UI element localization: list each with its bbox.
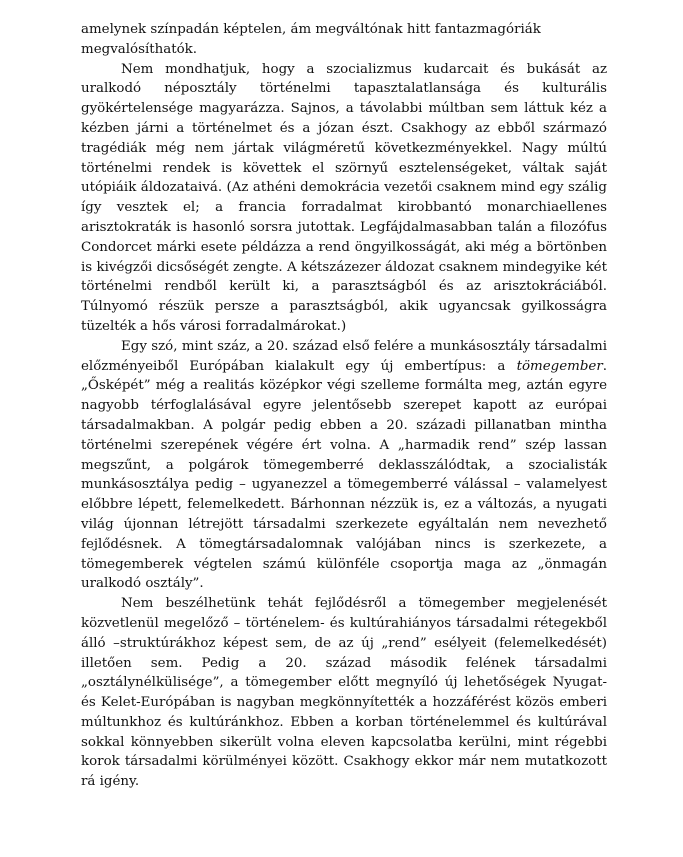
paragraph-4-text: Nem beszélhetünk tehát fejlődésről a tömegember megjelenését közvetlenül megelőző – történelem- és kultúrahiányos társadalmi rétegekből álló –struktúrákhoz képest sem, de az új „rend” esélyeit (felemelkedését) illetően sem. Pedig a 20. század második felének társadalmi „osztálynélkülisége”, a tömegember előtt megnyíló új lehetőségek Nyugat- és Kelet-Európában is nagyban megkönnyítették a hozzáférést közös emberi múltunkhoz és kultúránkhoz. Ebben a korban történelemmel és kultúrával sokkal könnyebben sikerült volna eleven kapcsolatba kerülni, mint régebbi korok társadalmi körülményei között. Csakhogy ekkor már nem mutatkozott rá igény. bbox=[81, 596, 607, 790]
paragraph-3-italic-term: tömegember bbox=[516, 358, 603, 374]
document-page bbox=[81, 20, 607, 792]
paragraph-3-text-start: Egy szó, mint száz, a 20. század első felére a munkásosztály társadalmi előzményeiből Európában kialakult egy új embertípus: a bbox=[81, 338, 607, 374]
paragraph-2-text: Nem mondhatjuk, hogy a szocializmus kudarcait és bukását az uralkodó néposztály történelmi tapasztalatlansága és kulturális gyökértelensége magyarázza. Sajnos, a távolabbi múltban sem láttuk kéz a kézben járni a történelmet és a józan észt. Csakhogy az ebből származó tragédiák még nem jártak világméretű következményekkel. Nagy múltú történelmi rendek is követtek el szörnyű esztelenségeket, váltak saját utópiáik áldozataivá. (Az athéni demokrácia vezetői csaknem mind egy szálig így vesztek el; a francia forradalmat kirobbantó monarchiaellenes arisztokraták is hasonló sorsra jutottak. Legfájdalmasabban talán a filozófus Condorcet márki esete példázza a rend öngyilkosságát, aki még a börtönben is kivégzői dicsőségét zengte. A kétszázezer áldozat csaknem mindegyike két történelmi rendből került ki, a parasztságból és az arisztokráciából. Túlnyomó részük persze a parasztságból, akik ugyancsak gyilkosságra tüzelték a hős városi forradalmárokat.) bbox=[81, 61, 607, 334]
paragraph-1-text: amelynek színpadán képtelen, ám megváltónak hitt fantazmagóriák megvalósíthatók. bbox=[81, 22, 541, 57]
paragraph-3-text-end: . „Ősképét” még a realitás középkor végi szelleme formálta meg, aztán egyre nagyobb térfoglalásával egyre jelentősebb szerepet kapott az európai társadalmakban. A polgár pedig ebben a 20. századi pillanatban mintha történelmi szerepének végére ért volna. A „harmadik rend” szép lassan megszűnt, a polgárok tömegemberré deklasszálódtak, a szocialisták munkásosztálya pedig – ugyanezzel a tömegemberré válással – valamelyest előbbre lépett, felemelkedett. Bárhonnan nézzük is, ez a változás, a nyugati világ újonnan létrejött társadalmi szerkezete egyáltalán nem nevezhető fejlődésnek. A tömegtársadalomnak valójában nincs is szerkezete, a tömegemberek végtelen számú különféle csoportja maga az „önmagán uralkodó osztály”. bbox=[81, 358, 607, 592]
paragraph-4 bbox=[81, 594, 607, 792]
paragraph-1 bbox=[81, 20, 607, 60]
paragraph-3 bbox=[81, 337, 607, 594]
paragraph-2 bbox=[81, 60, 607, 337]
